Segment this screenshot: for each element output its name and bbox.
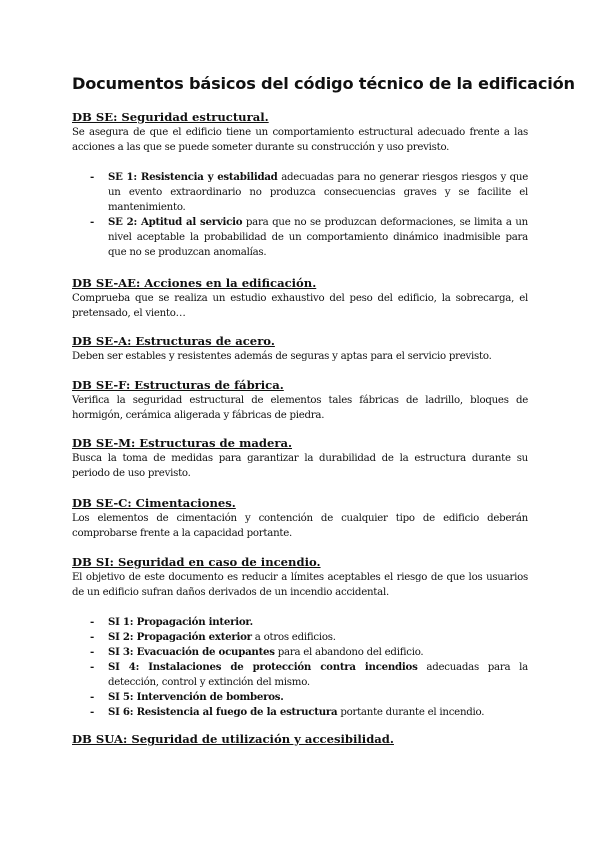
item-text: a otros edificios. xyxy=(251,632,336,643)
item-title: SI 2: Propagación exterior xyxy=(108,631,252,643)
item-title: SI 6: Resistencia al fuego de la estructura xyxy=(108,706,338,718)
item-title: SI 4: Instalaciones de protección contra incendios xyxy=(108,661,418,673)
section-text: Deben ser estables y resistentes además de seguras y aptas para el servicio previsto. xyxy=(72,351,492,362)
list-item xyxy=(72,660,528,690)
section-db-se-f xyxy=(72,378,528,423)
section-heading: DB SE: Seguridad estructural. xyxy=(72,110,269,124)
section-text: Comprueba que se realiza un estudio exhaustivo del peso del edificio, la sobrecarga, el pretensado, el viento… xyxy=(72,293,528,319)
list-item xyxy=(72,690,528,705)
page-title: Documentos básicos del código técnico de la edificación xyxy=(72,74,575,93)
section-text: El objetivo de este documento es reducir a límites aceptables el riesgo de que los usuarios de un edificio sufran daños derivados de un incendio accidental. xyxy=(72,572,528,598)
section-heading: DB SE-M: Estructuras de madera. xyxy=(72,436,292,450)
section-text: Busca la toma de medidas para garantizar la durabilidad de la estructura durante su periodo de uso previsto. xyxy=(72,453,528,479)
dash-bullet: - xyxy=(90,706,94,718)
section-text: Verifica la seguridad estructural de elementos tales fábricas de ladrillo, bloques de hormigón, cerámica aligerada y fábricas de piedra. xyxy=(72,395,528,421)
dash-bullet: - xyxy=(90,631,94,643)
section-db-si xyxy=(72,555,528,720)
section-heading: DB SUA: Seguridad de utilización y accesibilidad. xyxy=(72,732,394,746)
section-text: Se asegura de que el edificio tiene un comportamiento estructural adecuado frente a las acciones a las que se puede someter durante su construcción y uso previsto. xyxy=(72,127,528,153)
dash-bullet: - xyxy=(90,216,94,228)
item-text: adecuadas para no generar riesgos riesgos y que un evento extraordinario no produzca consecuencias graves y se facilite el mantenimiento. xyxy=(108,172,528,213)
section-db-se-ae xyxy=(72,276,528,321)
bullet-list xyxy=(72,615,528,720)
item-title: SI 1: Propagación interior. xyxy=(108,616,253,628)
list-item xyxy=(72,645,528,660)
section-heading: DB SE-A: Estructuras de acero. xyxy=(72,334,275,348)
item-title: SI 3: Evacuación de ocupantes xyxy=(108,646,275,658)
item-text: para el abandono del edificio. xyxy=(274,647,424,658)
section-heading: DB SE-C: Cimentaciones. xyxy=(72,496,236,510)
item-text: portante durante el incendio. xyxy=(337,707,485,718)
section-db-se-a xyxy=(72,334,528,364)
dash-bullet: - xyxy=(90,661,94,673)
section-heading: DB SE-F: Estructuras de fábrica. xyxy=(72,378,284,392)
item-title: SE 1: Resistencia y estabilidad xyxy=(108,171,278,183)
list-item xyxy=(72,215,528,260)
section-heading: DB SI: Seguridad en caso de incendio. xyxy=(72,555,321,569)
dash-bullet: - xyxy=(90,616,94,628)
item-title: SE 2: Aptitud al servicio xyxy=(108,216,243,228)
dash-bullet: - xyxy=(90,171,94,183)
list-item xyxy=(72,630,528,645)
dash-bullet: - xyxy=(90,646,94,658)
section-db-se-m xyxy=(72,436,528,481)
item-text: para que no se produzcan deformaciones, se limita a un nivel aceptable la probabilidad de un comportamiento dinámico inadmisible para que no se produzcan anomalías. xyxy=(108,217,528,258)
list-item xyxy=(72,170,528,215)
section-db-sua xyxy=(72,732,528,747)
list-item xyxy=(72,705,528,720)
item-text: adecuadas para la detección, control y extinción del mismo. xyxy=(108,662,528,688)
section-db-se xyxy=(72,110,528,260)
dash-bullet: - xyxy=(90,691,94,703)
item-title: SI 5: Intervención de bomberos. xyxy=(108,691,284,703)
list-item xyxy=(72,615,528,630)
section-db-se-c xyxy=(72,496,528,541)
section-heading: DB SE-AE: Acciones en la edificación. xyxy=(72,276,317,290)
bullet-list xyxy=(72,170,528,260)
section-text: Los elementos de cimentación y contención de cualquier tipo de edificio deberán comprobarse frente a la capacidad portante. xyxy=(72,513,528,539)
